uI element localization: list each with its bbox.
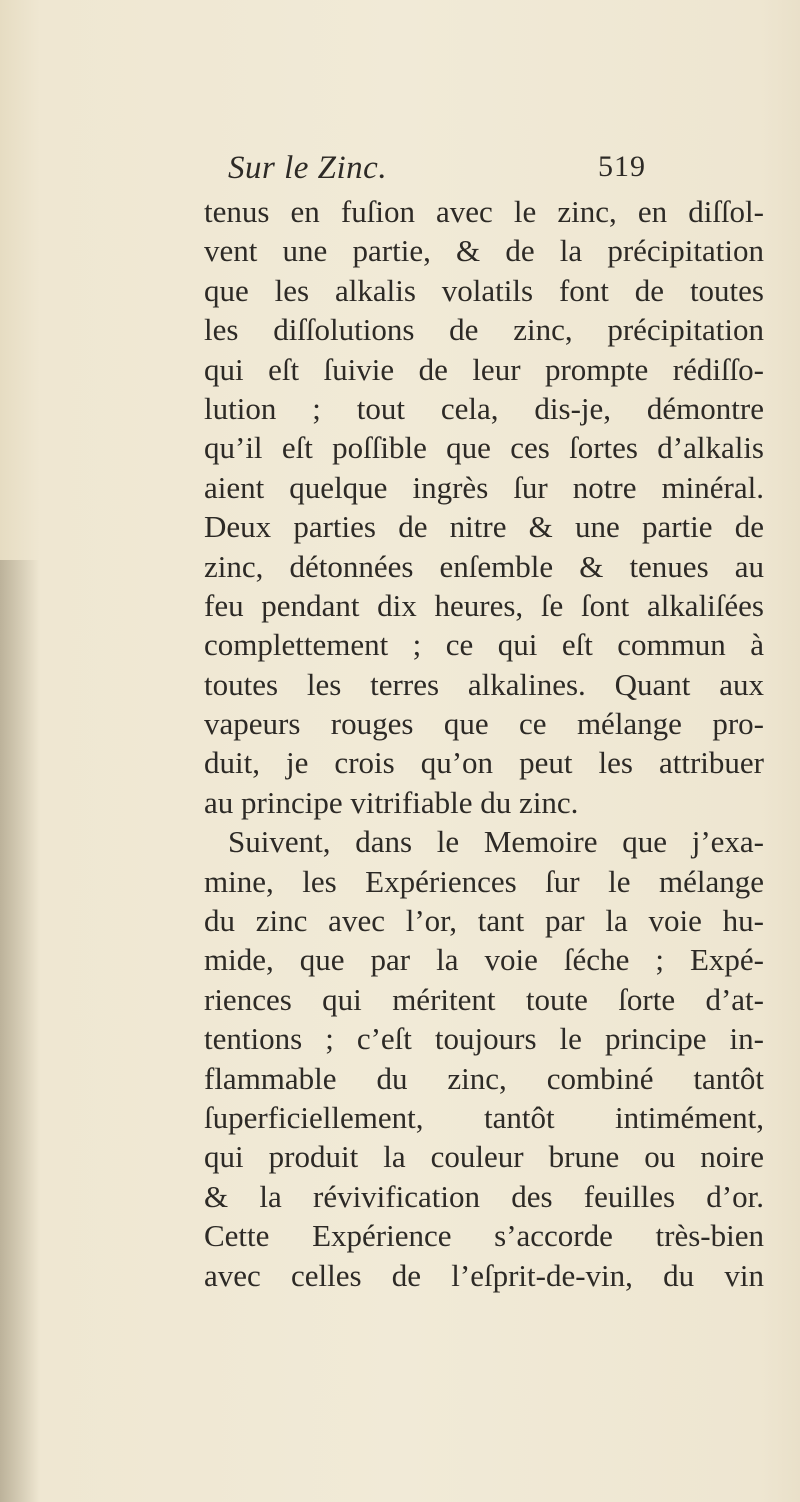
text-line: vapeurs rouges que ce mélange pro-: [204, 706, 764, 742]
text-line: riences qui méritent toute ſorte d’at-: [204, 981, 764, 1017]
text-line: aient quelque ingrès ſur notre minéral.: [204, 469, 764, 505]
text-line: complettement ; ce qui eſt commun à: [204, 627, 764, 663]
text-line: & la révivification des feuilles d’or.: [204, 1178, 764, 1214]
text-line: Deux parties de nitre & une partie de: [204, 509, 764, 545]
text-line: toutes les terres alkalines. Quant aux: [204, 666, 764, 702]
text-line: qui produit la couleur brune ou noire: [204, 1139, 764, 1175]
binding-shadow: [0, 560, 40, 1502]
text-line: Cette Expérience s’accorde très-bien: [204, 1218, 764, 1254]
text-line: zinc, détonnées enſemble & tenues au: [204, 548, 764, 584]
running-title: Sur le Zinc.: [228, 150, 388, 186]
text-line: que les alkalis volatils font de toutes: [204, 272, 764, 308]
text-line: qu’il eſt poſſible que ces ſortes d’alkalis: [204, 430, 764, 466]
text-line: mide, que par la voie ſéche ; Expé-: [204, 942, 764, 978]
text-line: tenus en fuſion avec le zinc, en diſſol-: [204, 194, 764, 229]
text-line: ſuperficiellement, tantôt intimément,: [204, 1099, 764, 1135]
text-line: lution ; tout cela, dis-je, démontre: [204, 390, 764, 426]
body-text: [204, 192, 764, 1295]
running-head: [0, 150, 800, 190]
text-line: feu pendant dix heures, ſe ſont alkaliſées: [204, 587, 764, 623]
text-line: Suivent, dans le Memoire que j’exa-: [228, 824, 764, 860]
text-line: mine, les Expériences ſur le mélange: [204, 863, 764, 899]
text-line: flammable du zinc, combiné tantôt: [204, 1060, 764, 1096]
text-line: avec celles de l’eſprit-de-vin, du vin: [204, 1257, 764, 1293]
text-line: qui eſt ſuivie de leur prompte rédiſſo-: [204, 351, 764, 387]
text-line: vent une partie, & de la précipitation: [204, 233, 764, 269]
text-line: duit, je crois qu’on peut les attribuer: [204, 745, 764, 781]
text-line: tentions ; c’eſt toujours le principe in-: [204, 1021, 764, 1057]
text-line: au principe vitrifiable du zinc.: [204, 784, 579, 820]
text-line: les diſſolutions de zinc, précipitation: [204, 312, 764, 348]
text-line: du zinc avec l’or, tant par la voie hu-: [204, 903, 764, 939]
page-number: 519: [598, 150, 646, 183]
